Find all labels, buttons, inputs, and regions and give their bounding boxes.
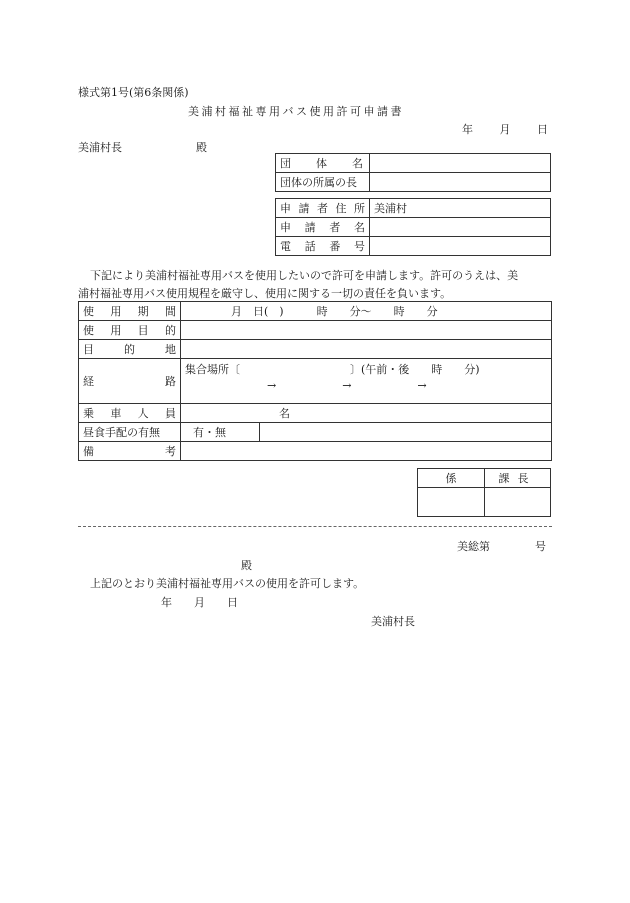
destination-field[interactable]: [181, 340, 552, 359]
cut-line: [78, 526, 552, 527]
table-row: [418, 488, 551, 517]
route-label: 経 路: [83, 375, 176, 388]
page-title: 美浦村福祉専用バス使用許可申請書: [188, 105, 404, 118]
addressee-honorific: 殿: [196, 141, 207, 154]
permit-number: [457, 538, 546, 554]
table-row: [79, 404, 552, 423]
lunch-option[interactable]: 有・無: [181, 423, 260, 442]
lunch-field[interactable]: [260, 423, 552, 442]
permit-number-prefix: 美総第: [457, 540, 490, 553]
date-line: [462, 121, 548, 137]
table-row: [79, 302, 552, 321]
table-row: [418, 469, 551, 488]
org-table: [275, 153, 551, 192]
date-day: 日: [537, 123, 548, 136]
body-text-line-2: 浦村福祉専用バス使用規程を厳守し、使用に関する一切の責任を負います。: [78, 287, 452, 300]
org-label-cell: [276, 154, 370, 173]
approval-stamp-chief: [485, 488, 551, 517]
permit-signer: 美浦村長: [371, 615, 415, 628]
table-row: [79, 340, 552, 359]
approval-table: [417, 468, 551, 517]
date-year: 年: [462, 123, 473, 136]
table-row: [79, 359, 552, 404]
remarks-field[interactable]: [181, 442, 552, 461]
phone-label-cell: [276, 237, 370, 256]
applicant-name-label: 申 請 者 名: [280, 221, 365, 234]
destination-label: 目 的 地: [83, 343, 176, 356]
route-line-2: → → →: [267, 379, 427, 392]
applicant-address-label: 申 請 者 住 所: [280, 202, 365, 215]
route-line-1: 集合場所〔 〕(午前・後 時 分): [185, 363, 480, 376]
purpose-label-cell: [79, 321, 181, 340]
table-row: [79, 423, 552, 442]
table-row: [79, 321, 552, 340]
form-label: 様式第1号(第6条関係): [78, 86, 189, 99]
permit-date: 年 月 日: [161, 596, 238, 609]
passengers-label-cell: [79, 404, 181, 423]
table-row: [276, 154, 551, 173]
table-row: [276, 199, 551, 218]
org-head-field[interactable]: [370, 173, 551, 192]
route-field[interactable]: [181, 359, 552, 404]
permit-text: 上記のとおり美浦村福祉専用バスの使用を許可します。: [90, 577, 365, 590]
org-name-field[interactable]: [370, 154, 551, 173]
period-label: 使 用 期 間: [83, 305, 176, 318]
main-table: [78, 301, 552, 461]
phone-label: 電 話 番 号: [280, 240, 365, 253]
period-field[interactable]: 月 日( ) 時 分〜 時 分: [181, 302, 552, 321]
route-label-cell: [79, 359, 181, 404]
date-month: 月: [499, 123, 511, 136]
table-row: [276, 173, 551, 192]
purpose-field[interactable]: [181, 321, 552, 340]
approval-col-chief: 課長: [485, 469, 551, 488]
addressee-name: 美浦村長: [78, 141, 122, 154]
applicant-name-field[interactable]: [370, 218, 551, 237]
destination-label-cell: [79, 340, 181, 359]
applicant-name-label-cell: [276, 218, 370, 237]
remarks-label-cell: [79, 442, 181, 461]
org-head-label: 団体の所属の長: [276, 173, 370, 192]
purpose-label: 使 用 目 的: [83, 324, 176, 337]
approval-stamp-clerk: [418, 488, 485, 517]
permit-number-suffix: 号: [535, 540, 546, 553]
lunch-label: 昼食手配の有無: [79, 423, 181, 442]
applicant-table: [275, 198, 551, 256]
passengers-label: 乗 車 人 員: [83, 407, 176, 420]
org-name-label: 団 体 名: [280, 157, 363, 170]
period-label-cell: [79, 302, 181, 321]
table-row: [79, 442, 552, 461]
table-row: [276, 218, 551, 237]
table-row: [276, 237, 551, 256]
approval-col-clerk: 係: [418, 469, 485, 488]
applicant-address-label-cell: [276, 199, 370, 218]
remarks-label: 備 考: [83, 445, 176, 458]
passengers-field[interactable]: 名: [181, 404, 552, 423]
body-text-line-1: 下記により美浦村福祉専用バスを使用したいので許可を申請します。許可のうえは、美: [90, 269, 519, 282]
permit-honorific: 殿: [241, 559, 252, 572]
phone-field[interactable]: [370, 237, 551, 256]
applicant-address-field[interactable]: 美浦村: [370, 199, 551, 218]
